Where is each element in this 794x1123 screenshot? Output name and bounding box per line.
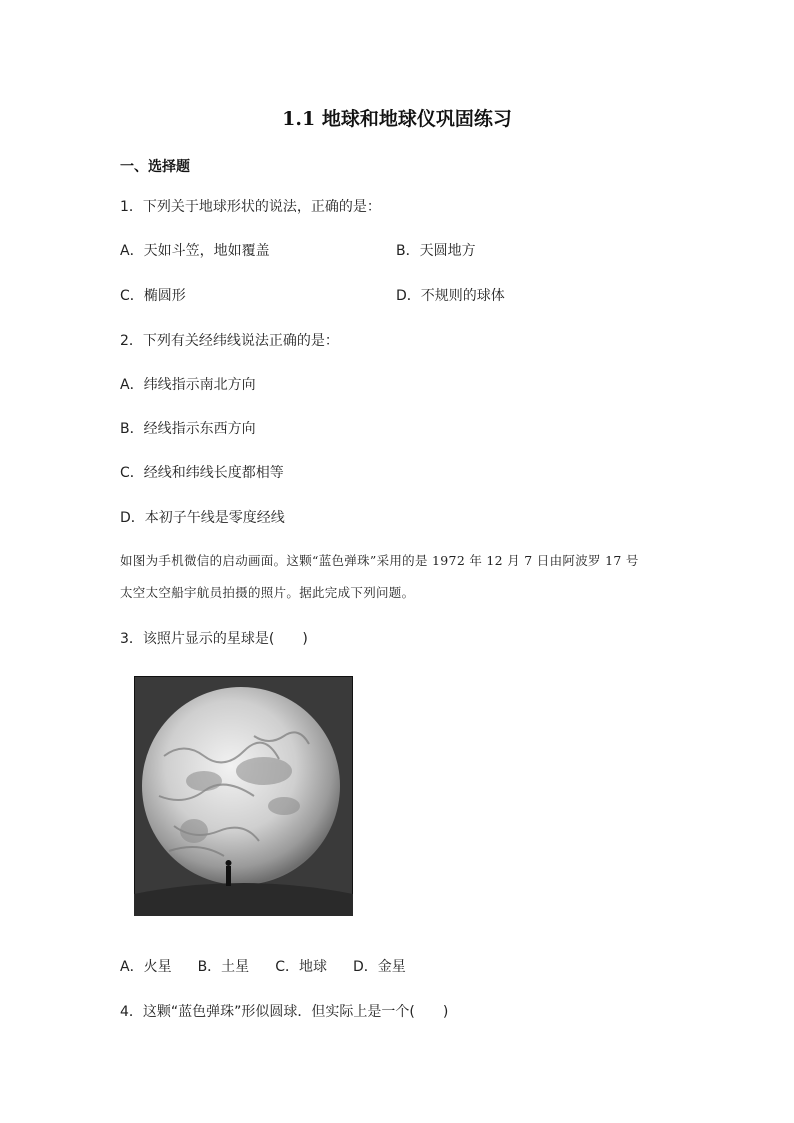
question-1-option-c: C．椭圆形: [120, 288, 186, 304]
question-1-option-b: B．天圆地方: [396, 243, 476, 259]
question-2-option-b: B．经线指示东西方向: [120, 421, 256, 437]
question-3-options: [120, 956, 432, 976]
question-1-option-a: A．天如斗笠，地如覆盖: [120, 243, 270, 259]
question-2-stem: 2．下列有关经纬线说法正确的是：: [120, 333, 339, 349]
question-3-option-c: C．地球: [275, 959, 327, 975]
section-heading: 一、选择题: [120, 159, 190, 175]
page-title: 1.1 地球和地球仪巩固练习: [282, 108, 512, 130]
question-3-option-d: D．金星: [352, 959, 406, 975]
question-2-option-a: A．纬线指示南北方向: [120, 377, 256, 393]
question-2-option-c: C．经线和纬线长度都相等: [120, 465, 284, 481]
question-1-stem: 1．下列关于地球形状的说法，正确的是：: [120, 199, 381, 215]
question-1-option-d: D．不规则的球体: [396, 288, 505, 304]
passage-line-2: 太空太空船宇航员拍摄的照片。据此完成下列问题。: [120, 585, 415, 600]
passage-line-1: 如图为手机微信的启动画面。这颗“蓝色弹珠”采用的是 1972 年 12 月 7 日由阿波罗 17 号: [120, 553, 639, 568]
question-4-stem: 4．这颗“蓝色弹珠”形似圆球．但实际上是一个( ): [120, 1004, 449, 1020]
question-3-option-b: B．土星: [197, 959, 250, 975]
earth-photo: [134, 676, 353, 916]
question-2-option-d: D．本初子午线是零度经线: [120, 510, 285, 526]
question-3-stem: 3．该照片显示的星球是( ): [120, 631, 308, 647]
question-3-option-a: A．火星: [120, 959, 172, 975]
